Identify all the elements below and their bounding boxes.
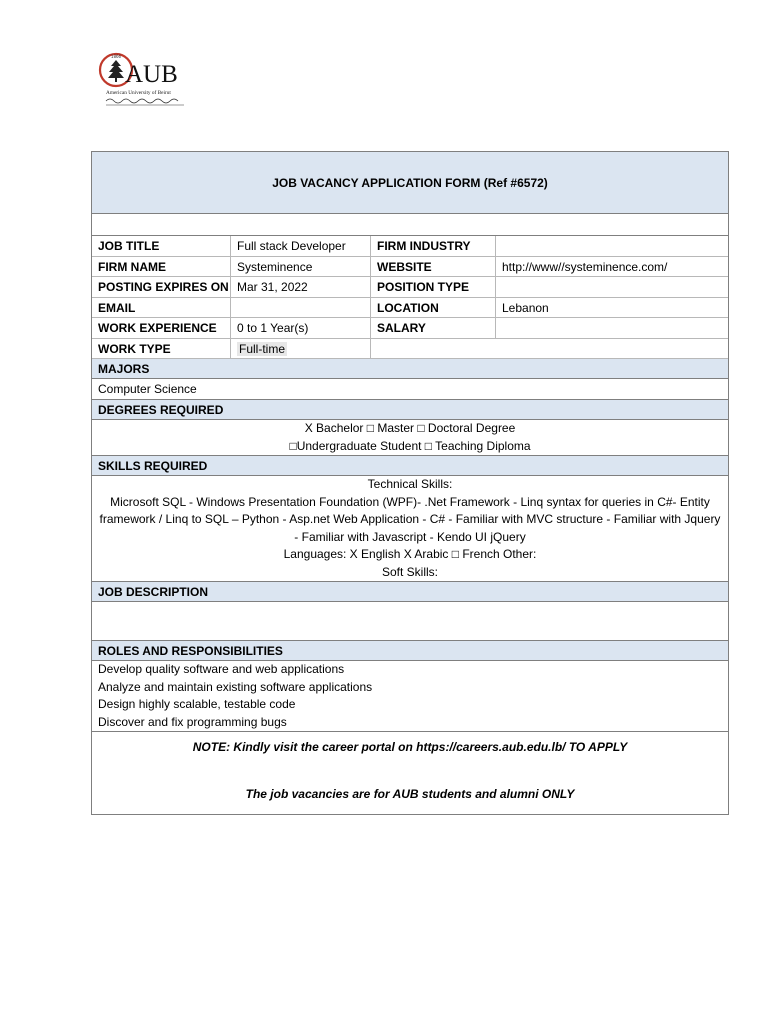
work-experience-value: 0 to 1 Year(s) bbox=[231, 318, 371, 339]
skills-label: SKILLS REQUIRED bbox=[92, 456, 728, 476]
degrees-line-2: □Undergraduate Student □ Teaching Diploma bbox=[289, 438, 531, 453]
job-details-grid bbox=[92, 236, 728, 359]
languages-line: Languages: X English X Arabic □ French Other: bbox=[283, 547, 537, 561]
list-item: Analyze and maintain existing software applications bbox=[98, 679, 373, 694]
firm-industry-value bbox=[496, 236, 728, 257]
technical-skills-heading: Technical Skills: bbox=[367, 477, 453, 491]
firm-industry-label: FIRM INDUSTRY bbox=[371, 236, 496, 257]
website-value[interactable]: http://www//systeminence.com/ bbox=[496, 257, 728, 278]
job-title-label: JOB TITLE bbox=[92, 236, 231, 257]
degrees-line-1: X Bachelor □ Master □ Doctoral Degree bbox=[304, 421, 516, 435]
list-item: Discover and fix programming bugs bbox=[98, 714, 287, 729]
email-label: EMAIL bbox=[92, 298, 231, 319]
email-value bbox=[231, 298, 371, 319]
eligibility-note: The job vacancies are for AUB students and alumni ONLY bbox=[245, 787, 575, 801]
notes-block bbox=[92, 732, 728, 814]
majors-value: Computer Science bbox=[98, 382, 197, 396]
majors-label: MAJORS bbox=[92, 359, 728, 379]
location-value: Lebanon bbox=[496, 298, 728, 319]
apply-note: NOTE: Kindly visit the career portal on https://careers.aub.edu.lb/ TO APPLY bbox=[192, 740, 628, 754]
posting-expires-label: POSTING EXPIRES ON bbox=[92, 277, 231, 298]
website-label: WEBSITE bbox=[371, 257, 496, 278]
soft-skills-line: Soft Skills: bbox=[381, 564, 438, 579]
form-spacer bbox=[92, 214, 728, 236]
empty-cell bbox=[496, 339, 728, 360]
job-description-value bbox=[92, 602, 728, 641]
work-experience-label: WORK EXPERIENCE bbox=[92, 318, 231, 339]
location-label: LOCATION bbox=[371, 298, 496, 319]
empty-cell bbox=[371, 339, 496, 360]
posting-expires-value: Mar 31, 2022 bbox=[231, 277, 371, 298]
degrees-block bbox=[92, 420, 728, 456]
work-type-label: WORK TYPE bbox=[92, 339, 231, 360]
firm-name-value: Systeminence bbox=[231, 257, 371, 278]
list-item: Design highly scalable, testable code bbox=[98, 697, 296, 711]
position-type-label: POSITION TYPE bbox=[371, 277, 496, 298]
skills-block bbox=[92, 476, 728, 582]
firm-name-label: FIRM NAME bbox=[92, 257, 231, 278]
degrees-label: DEGREES REQUIRED bbox=[92, 400, 728, 420]
logo-subtitle: American University of Beirut bbox=[106, 90, 171, 96]
roles-label: ROLES AND RESPONSIBILITIES bbox=[92, 641, 728, 661]
majors-block bbox=[92, 379, 728, 400]
technical-skills-text: Microsoft SQL - Windows Presentation Foundation (WPF)- .Net Framework - Linq syntax for queries in C#- Entity framework / Linq to SQL – Python - Asp.net Web Application - C# - Familiar with MVC structure - Familiar with Jquery - Familiar with Javascript - Kendo UI jQuery bbox=[99, 494, 721, 544]
salary-label: SALARY bbox=[371, 318, 496, 339]
logo-year: 1866 bbox=[110, 54, 122, 59]
work-type-value: Full-time bbox=[239, 341, 286, 356]
job-title-value: Full stack Developer bbox=[231, 236, 371, 257]
aub-logo bbox=[98, 46, 193, 112]
roles-block bbox=[92, 661, 728, 732]
form-title: JOB VACANCY APPLICATION FORM (Ref #6572) bbox=[92, 152, 728, 214]
logo-name: AUB bbox=[125, 61, 178, 88]
salary-value bbox=[496, 318, 728, 339]
job-vacancy-form bbox=[91, 151, 729, 815]
list-item: Develop quality software and web applications bbox=[98, 662, 345, 676]
work-type-cell bbox=[231, 339, 371, 360]
job-description-label: JOB DESCRIPTION bbox=[92, 582, 728, 602]
position-type-value bbox=[496, 277, 728, 298]
